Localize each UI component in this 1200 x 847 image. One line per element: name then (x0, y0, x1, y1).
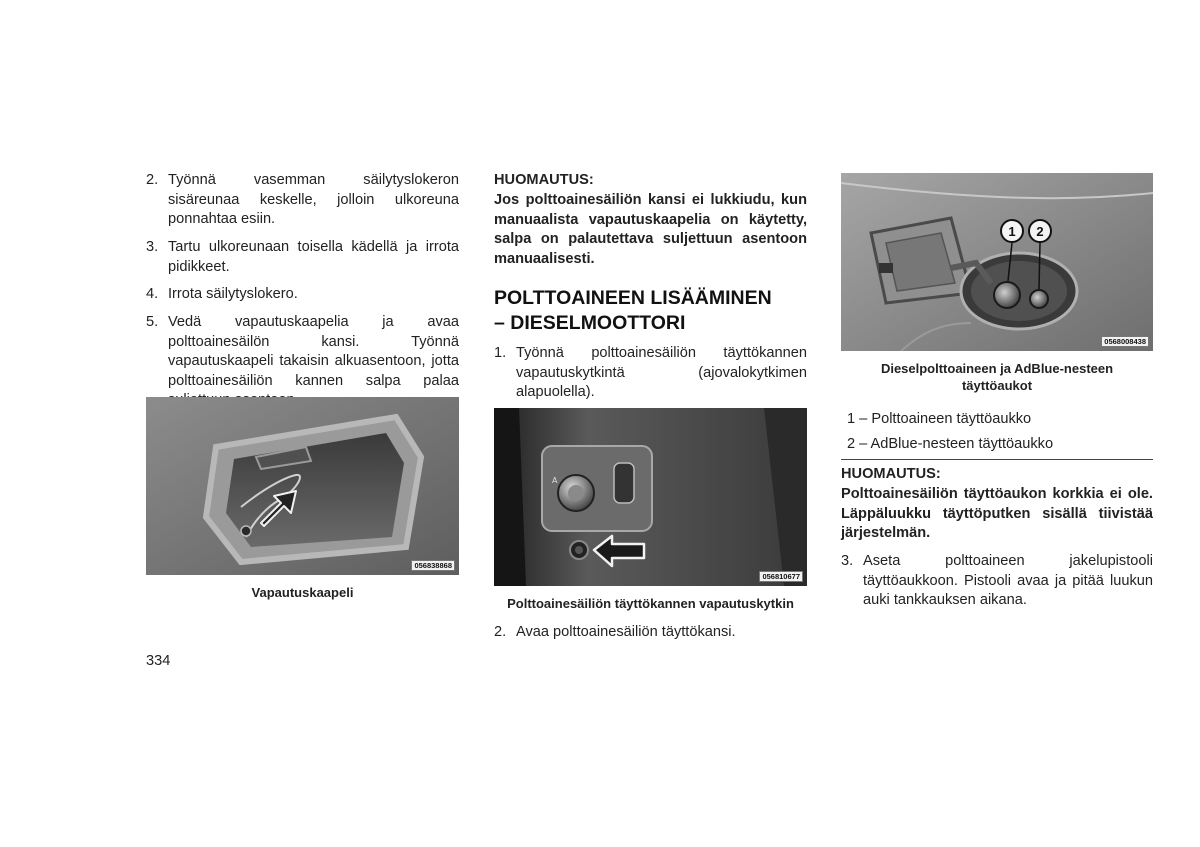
step-text: Aseta polttoaineen jakelupistooli täyttöaukkoon. Pistooli avaa ja pitää luukun auki tankkauksen aikana. (863, 553, 1153, 608)
step-number: 2. (494, 624, 507, 640)
step-3 (841, 552, 1153, 611)
step-text: Työnnä vasemman säilytyslokeron sisäreunaa keskelle, jolloin ulkoreuna ponnahtaa esiin. (168, 172, 459, 227)
release-cable-photo (146, 397, 459, 575)
step-text: Työnnä polttoainesäiliön täyttökannen vapautuskytkintä (ajovalokytkimen alapuolella). (516, 345, 807, 400)
step-text: Tartu ulkoreunaan toisella kädellä ja irrota pidikkeet. (168, 239, 459, 275)
legend-item-1: 1 – Polttoaineen täyttöaukko (847, 411, 1032, 427)
step-number: 3. (841, 553, 854, 569)
step-number: 1. (494, 345, 507, 361)
step-text: Avaa polttoainesäiliön täyttökansi. (516, 624, 736, 640)
figure-code: 0568008438 (1101, 336, 1149, 347)
divider (841, 459, 1153, 460)
note-heading: HUOMAUTUS: (494, 172, 594, 188)
svg-text:A: A (552, 476, 558, 485)
section-heading-line1: POLTTOAINEEN LISÄÄMINEN (494, 287, 772, 309)
step-number: 3. (146, 239, 159, 255)
note-heading: HUOMAUTUS: (841, 466, 941, 482)
step-4 (146, 285, 459, 305)
note-body: Polttoainesäiliön täyttöaukon korkkia ei ole. Läppäluukku täyttöputken sisällä tiivistää järjestelmän. (841, 486, 1153, 541)
callout-2: 2 (1036, 224, 1044, 239)
callout-1: 1 (1008, 224, 1016, 239)
step-text: Vedä vapautuskaapelia ja avaa polttoainesäilön kansi. Työnnä vapautuskaapeli takaisin alkuasentoon, jotta polttoainesäiliön kannen salpa palaa (168, 314, 459, 389)
step-2 (146, 171, 459, 230)
step-1 (494, 344, 807, 403)
step-2 (494, 623, 807, 643)
step-number: 4. (146, 286, 159, 302)
step-text: Irrota säilytyslokero. (168, 286, 298, 302)
fuel-and-adblue-filler-photo (841, 173, 1153, 351)
step-3 (146, 238, 459, 277)
figure-code: 056810677 (759, 571, 803, 582)
page-number: 334 (146, 653, 171, 669)
figure-caption-line1: Dieselpolttoaineen ja AdBlue-nesteen (880, 361, 1114, 376)
figure-caption-line2: täyttöaukot (961, 378, 1033, 393)
figure-caption: Polttoainesäiliön täyttökannen vapautuskytkin (507, 596, 794, 611)
step-5 (146, 313, 459, 411)
note-body: Jos polttoainesäiliön kansi ei lukkiudu, kun manuaalista vapautuskaapelia on käytetty, salpa on palautettava suljettuun asentoon manuaalisesti. (494, 192, 807, 267)
figure-code: 056838868 (411, 560, 455, 571)
legend-item-2: 2 – AdBlue-nesteen täyttöaukko (847, 436, 1054, 452)
step-number: 5. (146, 314, 159, 330)
step-number: 2. (146, 172, 159, 188)
section-heading-line2: – DIESELMOOTTORI (494, 312, 686, 334)
section-heading (494, 286, 807, 336)
figure-caption: Vapautuskaapeli (251, 585, 354, 600)
figure-caption (841, 360, 1153, 394)
fuel-door-switch-photo (494, 408, 807, 586)
